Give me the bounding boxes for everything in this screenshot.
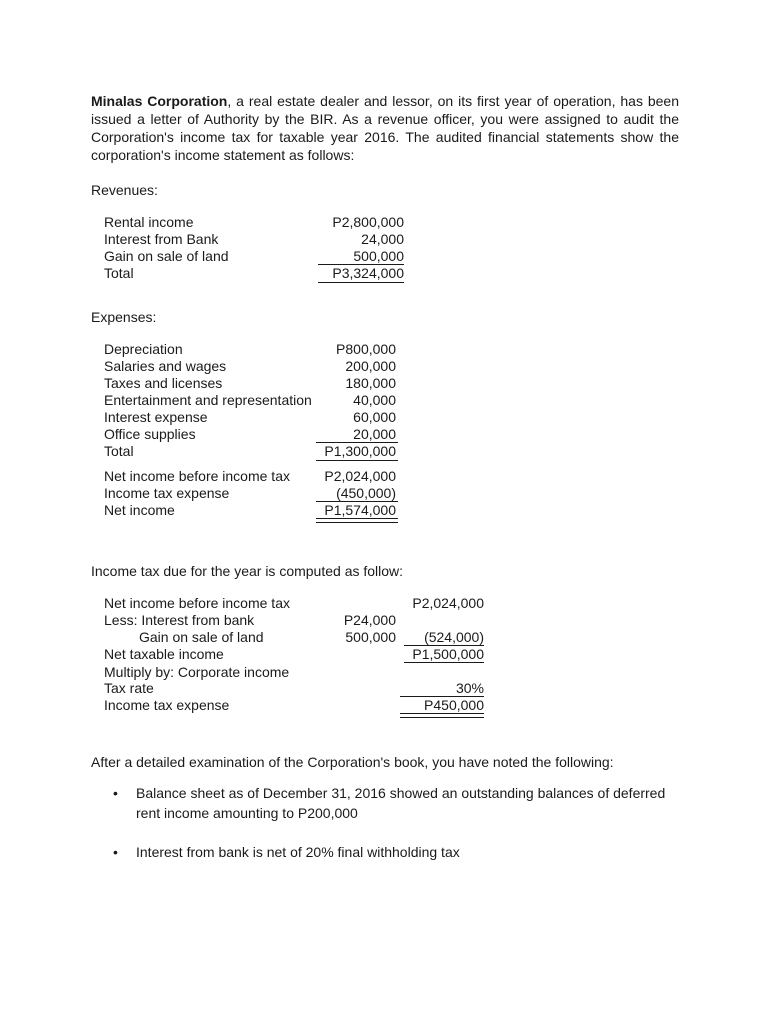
expense-amount: 60,000	[353, 409, 396, 425]
revenue-amount: 24,000	[361, 231, 404, 247]
note-bullet: Interest from bank is net of 20% final withholding tax	[136, 844, 460, 860]
expense-label: Interest expense	[104, 409, 208, 425]
revenue-amount: P2,800,000	[332, 214, 404, 230]
revenue-total-amount: P3,324,000	[332, 265, 404, 281]
tax-taxable-amount: P1,500,000	[412, 646, 484, 662]
tax-taxable-label: Net taxable income	[104, 646, 224, 662]
revenues-heading: Revenues:	[91, 182, 158, 198]
tax-expense-label: Income tax expense	[104, 697, 230, 713]
expense-label: Office supplies	[104, 426, 196, 442]
expense-total-rule	[316, 460, 398, 461]
tax-gain-label: Gain on sale of land	[139, 629, 264, 645]
net-amount: P2,024,000	[324, 468, 396, 484]
net-income-amount: P1,574,000	[324, 502, 396, 518]
net-income-double-rule	[316, 518, 398, 523]
tax-multiply-label: Multiply by: Corporate income	[104, 664, 290, 680]
expense-amount: 20,000	[353, 426, 396, 442]
revenue-total-rule	[318, 282, 404, 283]
tax-expense-double-rule	[400, 713, 484, 718]
bullet-marker: •	[113, 844, 118, 860]
tax-net-before-amount: P2,024,000	[412, 595, 484, 611]
tax-computation-heading: Income tax due for the year is computed as follow:	[91, 563, 404, 579]
intro-paragraph	[91, 92, 679, 164]
expense-amount: P800,000	[336, 341, 396, 357]
intro-text: , a real estate dealer and lessor, on its first year of operation, has been issued a letter of Authority by the BIR. As a revenue officer, you were assigned to audit the Corporation's income tax for taxable year 2016. The audited financial statements show the corporation's income statement as follows:	[91, 93, 679, 163]
bullet-marker: •	[113, 785, 118, 801]
tax-less-label: Less: Interest from bank	[104, 612, 255, 628]
expense-amount: 40,000	[353, 392, 396, 408]
tax-rate-label: Tax rate	[104, 680, 154, 696]
expense-total-label: Total	[104, 443, 134, 459]
expense-total-amount: P1,300,000	[324, 443, 396, 459]
expenses-heading: Expenses:	[91, 309, 157, 325]
net-label: Net income before income tax	[104, 468, 290, 484]
notes-heading: After a detailed examination of the Corporation's book, you have noted the following:	[91, 754, 614, 770]
tax-net-before-label: Net income before income tax	[104, 595, 290, 611]
expense-amount: 180,000	[345, 375, 396, 391]
tax-gain-amount: 500,000	[345, 629, 396, 645]
expense-label: Entertainment and representation	[104, 392, 312, 408]
revenue-label: Interest from Bank	[104, 231, 219, 247]
expense-label: Salaries and wages	[104, 358, 227, 374]
note-bullet: Balance sheet as of December 31, 2016 showed an outstanding balances of deferred rent income amounting to P200,000	[136, 785, 666, 821]
net-amount: (450,000)	[336, 485, 396, 501]
revenue-label: Rental income	[104, 214, 194, 230]
revenue-total-label: Total	[104, 265, 134, 281]
net-label: Income tax expense	[104, 485, 230, 501]
tax-expense-amount: P450,000	[424, 697, 484, 713]
expense-label: Taxes and licenses	[104, 375, 223, 391]
revenue-amount: 500,000	[353, 248, 404, 264]
tax-taxable-rule	[404, 662, 484, 663]
expense-amount: 200,000	[345, 358, 396, 374]
net-income-label: Net income	[104, 502, 175, 518]
tax-less-interest: P24,000	[343, 612, 396, 628]
tax-rate-value: 30%	[455, 680, 484, 696]
tax-deduction-total: (524,000)	[424, 629, 484, 645]
revenue-label: Gain on sale of land	[104, 248, 229, 264]
expense-label: Depreciation	[104, 341, 183, 357]
company-name: Minalas Corporation	[91, 93, 228, 109]
